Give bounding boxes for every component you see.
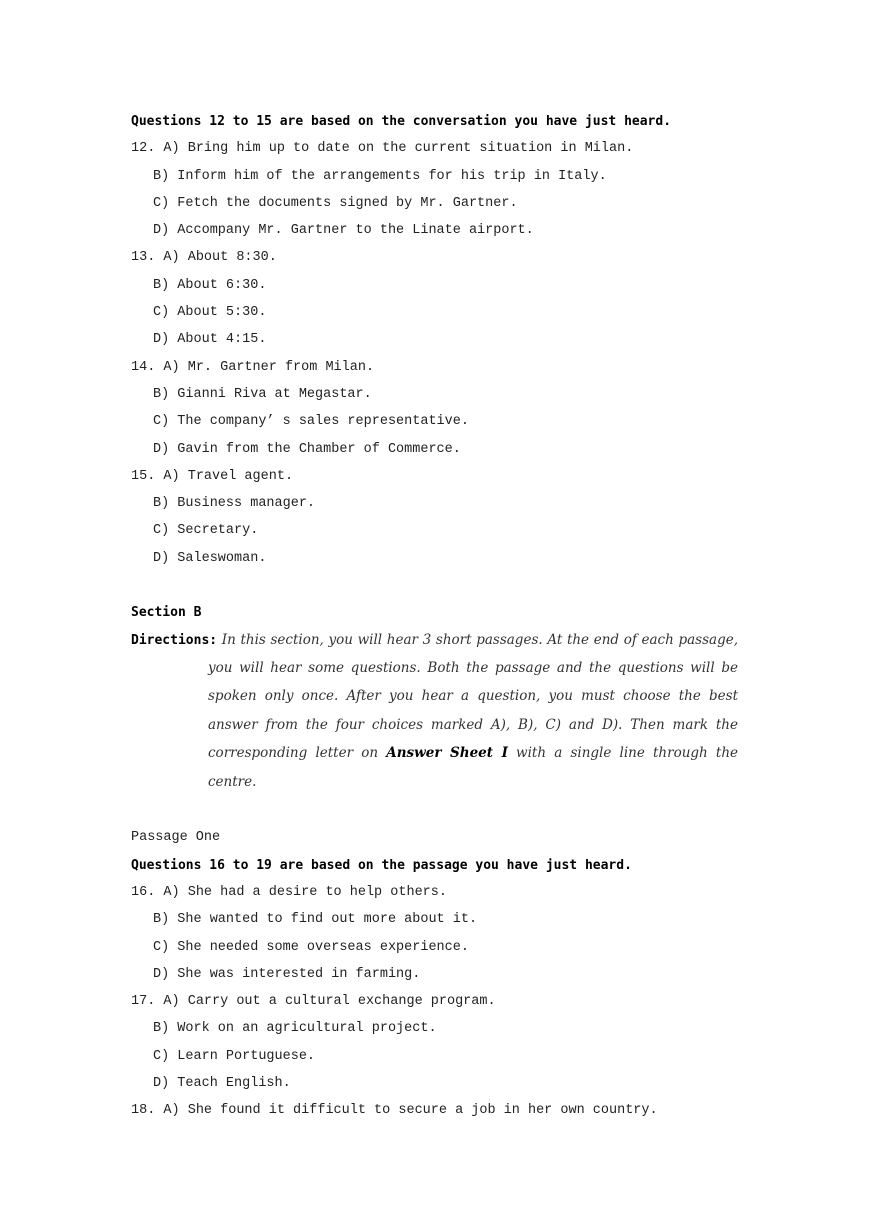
document-page	[131, 108, 741, 1125]
directions-label: Directions:	[131, 632, 218, 648]
option-text: A) She found it difficult to secure a job in her own country.	[163, 1103, 658, 1119]
question-option	[131, 326, 741, 353]
question-number: 17.	[131, 994, 156, 1010]
question-number: 18.	[131, 1103, 156, 1119]
question-option	[131, 1015, 741, 1042]
option-text: A) Carry out a cultural exchange program.	[163, 994, 496, 1010]
option-text: D) She was interested in farming.	[153, 966, 421, 982]
spacer	[131, 572, 741, 599]
option-text: C) She needed some overseas experience.	[153, 939, 469, 955]
question-option	[131, 961, 741, 988]
question-option	[131, 1043, 741, 1070]
question-number: 13.	[131, 250, 156, 266]
option-text: C) Learn Portuguese.	[153, 1048, 316, 1064]
question-option	[131, 135, 741, 162]
option-text: D) Gavin from the Chamber of Commerce.	[153, 441, 461, 457]
question-option	[131, 545, 741, 572]
question-group-16-19	[131, 879, 741, 1125]
question-option	[131, 244, 741, 271]
question-option	[131, 354, 741, 381]
directions-paragraph	[131, 627, 738, 797]
question-number: 14.	[131, 359, 156, 375]
question-number: 16.	[131, 884, 156, 900]
question-option	[131, 190, 741, 217]
question-option	[131, 217, 741, 244]
answer-sheet-emphasis: Answer Sheet I	[386, 745, 508, 762]
option-text: A) About 8:30.	[163, 250, 277, 266]
directions-text-part1: In this section, you will hear 3 short passages. At the end of each passage, you will hear some questions. Both the passage and the questions will be spoken only once. After you hear a question, you must choose the best answer from the four choices marked A), B), C) and D). Then mark the corresponding letter on	[208, 631, 738, 762]
question-number: 15.	[131, 468, 156, 484]
question-option	[131, 934, 741, 961]
question-number: 12.	[131, 141, 156, 157]
question-option	[131, 408, 741, 435]
question-option	[131, 299, 741, 326]
question-option	[131, 1070, 741, 1097]
option-text: A) Travel agent.	[163, 468, 294, 484]
option-text: B) Gianni Riva at Megastar.	[153, 386, 372, 402]
option-text: C) About 5:30.	[153, 305, 267, 321]
option-text: B) Business manager.	[153, 496, 316, 512]
question-option	[131, 988, 741, 1015]
question-option	[131, 381, 741, 408]
question-option	[131, 517, 741, 544]
question-option	[131, 163, 741, 190]
option-text: B) Work on an agricultural project.	[153, 1021, 437, 1037]
option-text: B) Inform him of the arrangements for his trip in Italy.	[153, 168, 607, 184]
option-text: B) She wanted to find out more about it.	[153, 912, 478, 928]
option-text: C) Secretary.	[153, 523, 259, 539]
question-option	[131, 1097, 741, 1124]
question-option	[131, 879, 741, 906]
directions-text-part2: with a single line through the centre.	[208, 745, 739, 790]
option-text: A) Mr. Gartner from Milan.	[163, 359, 375, 375]
passage-title: Passage One	[131, 830, 221, 846]
questions-16-19-header: Questions 16 to 19 are based on the passage you have just heard.	[131, 857, 632, 873]
option-text: D) Accompany Mr. Gartner to the Linate airport.	[153, 223, 534, 239]
section-title: Section B	[131, 605, 202, 621]
question-option	[131, 906, 741, 933]
option-text: C) The company’ s sales representative.	[153, 414, 469, 430]
spacer	[131, 797, 741, 824]
option-text: D) About 4:15.	[153, 332, 267, 348]
question-option	[131, 436, 741, 463]
questions-12-15-header: Questions 12 to 15 are based on the conversation you have just heard.	[131, 114, 672, 129]
option-text: B) About 6:30.	[153, 277, 267, 293]
option-text: C) Fetch the documents signed by Mr. Gartner.	[153, 195, 518, 211]
question-option	[131, 272, 741, 299]
option-text: A) She had a desire to help others.	[163, 884, 447, 900]
option-text: A) Bring him up to date on the current situation in Milan.	[163, 141, 634, 157]
question-group-12-15	[131, 135, 741, 572]
option-text: D) Saleswoman.	[153, 550, 267, 566]
option-text: D) Teach English.	[153, 1076, 291, 1092]
question-option	[131, 490, 741, 517]
question-option	[131, 463, 741, 490]
